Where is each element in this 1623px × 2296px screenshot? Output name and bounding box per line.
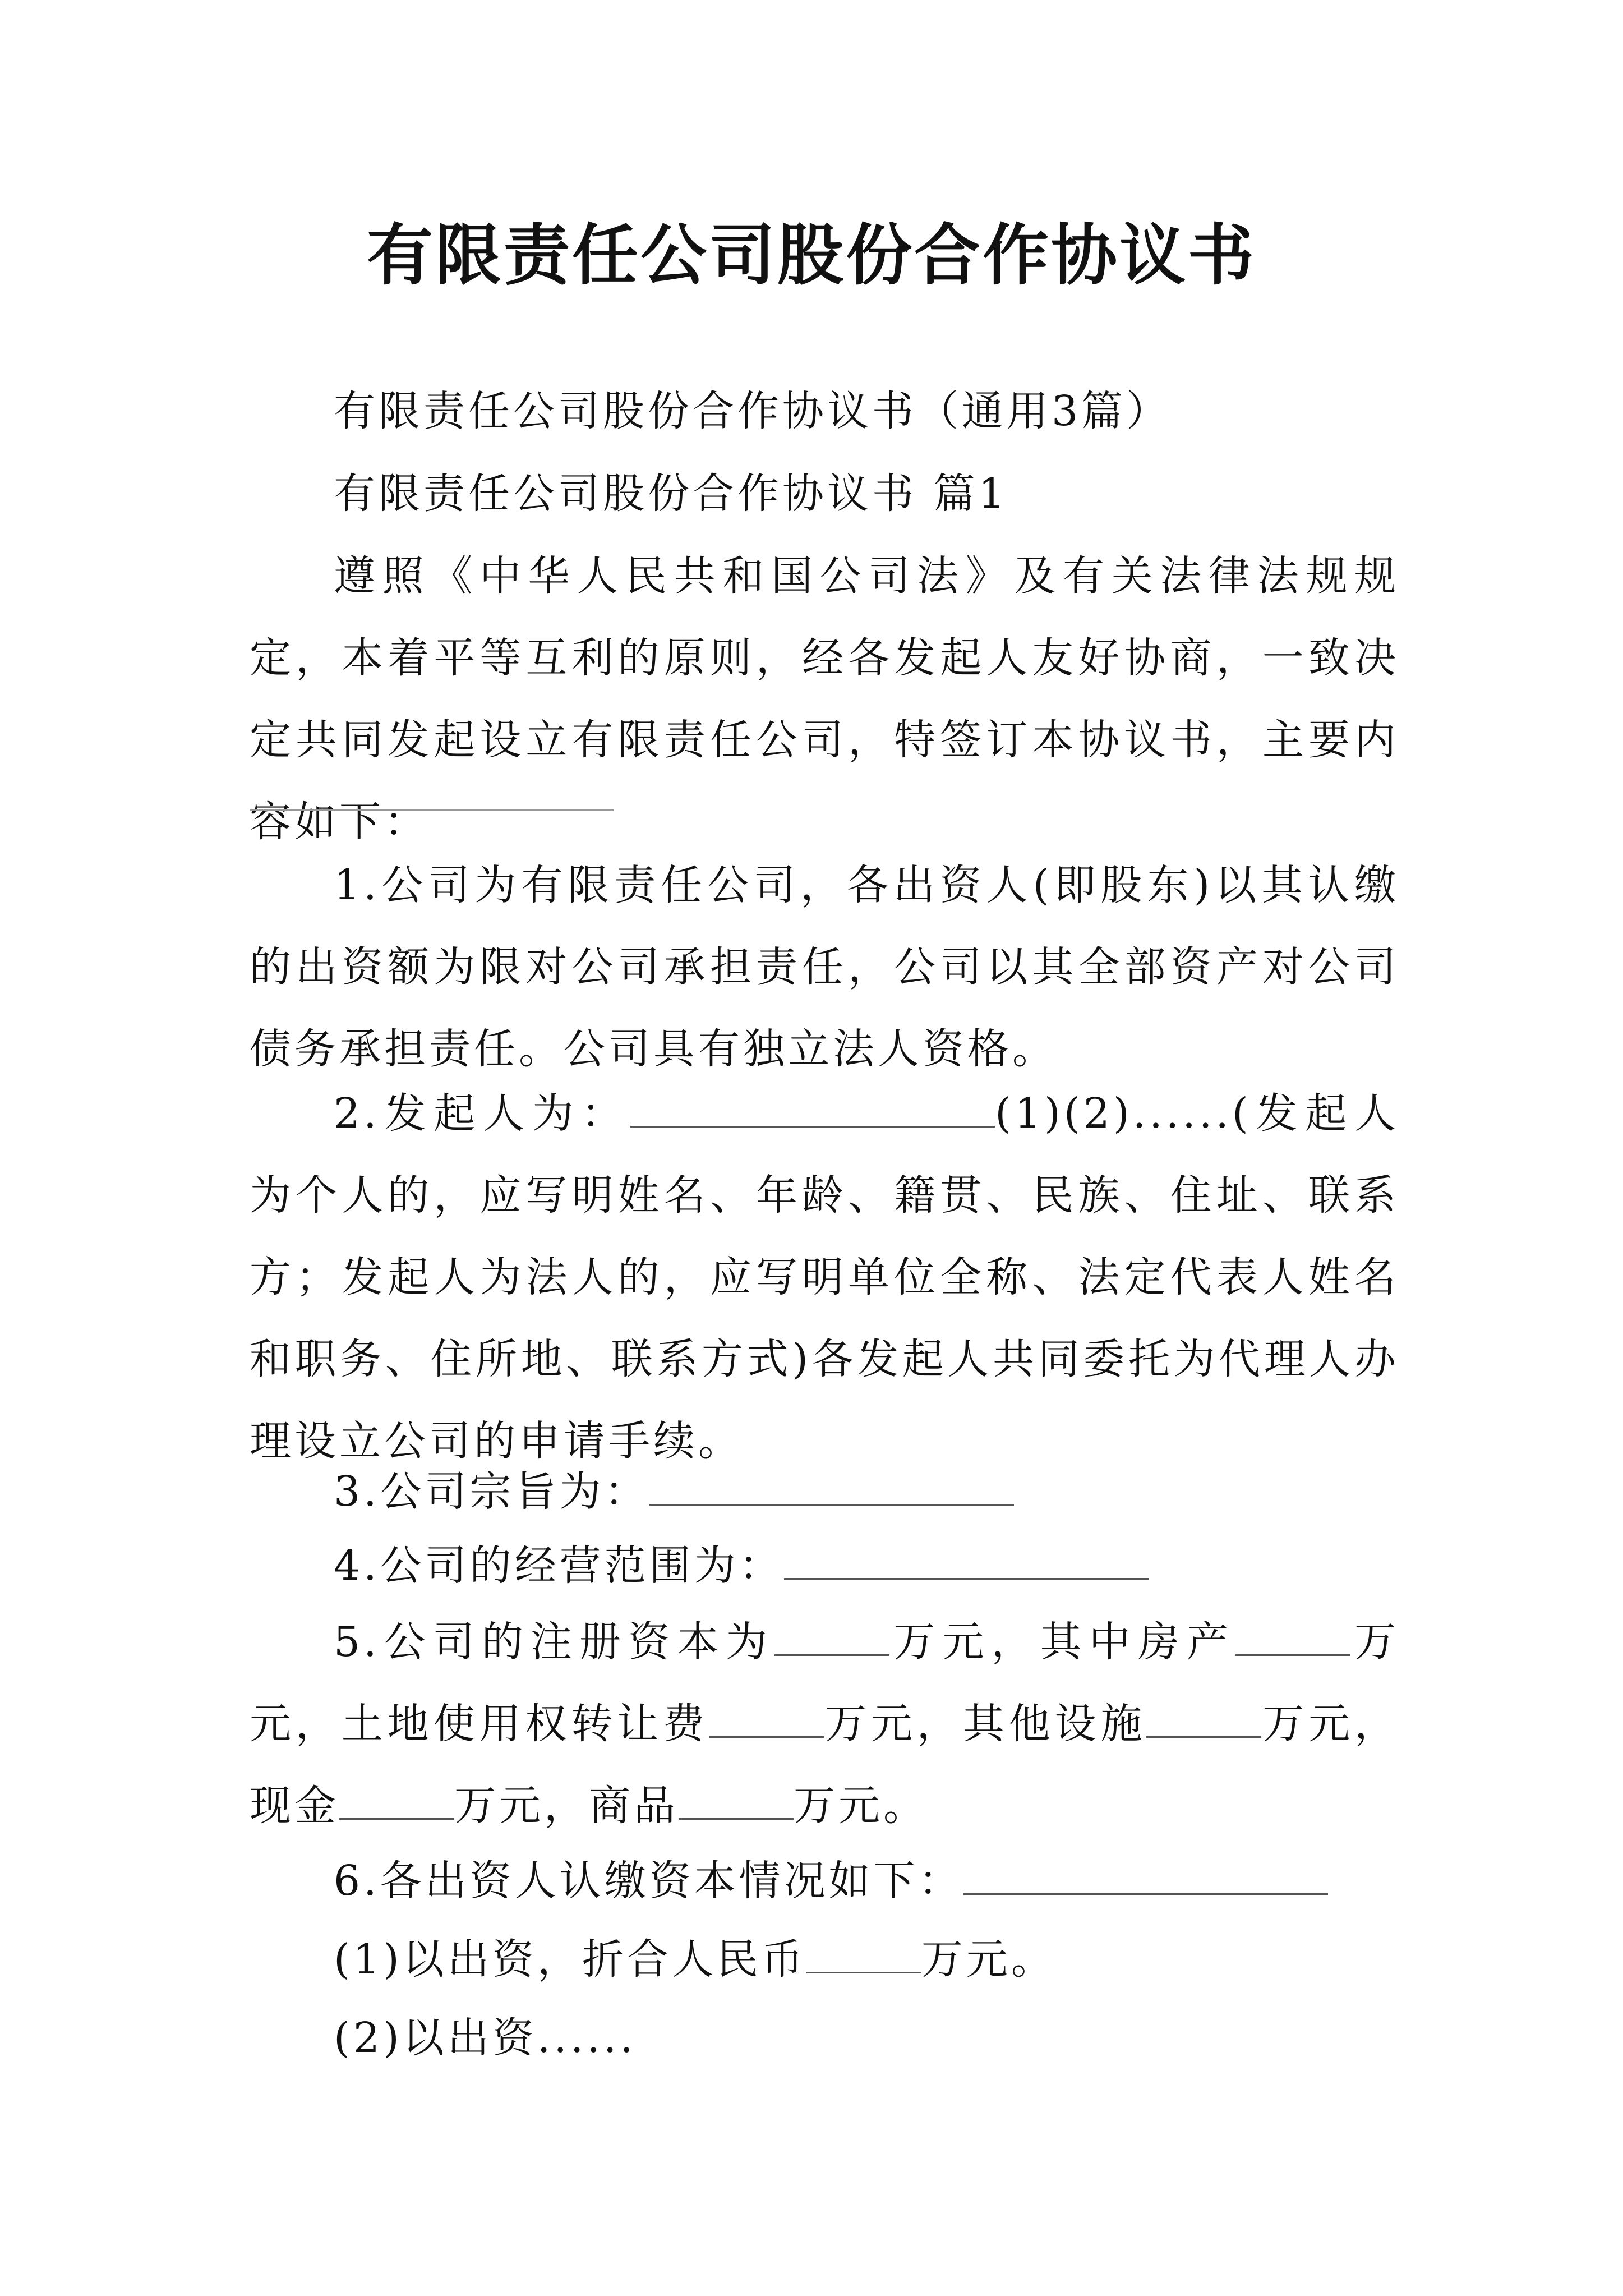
blank (806, 1932, 921, 1973)
footnote-divider (250, 809, 614, 811)
clause-6-item-1 (250, 1918, 1399, 2000)
clause-4-text: 4.公司的经营范围为： (334, 1542, 784, 1590)
clause-5-text: 万元，土地使用权转让费 (250, 1618, 1400, 1748)
clause-6-item-2: (2)以出资...... (334, 2014, 637, 2062)
document-title: 有限责任公司股份合作协议书 (366, 216, 1256, 294)
business-scope-blank (784, 1539, 1149, 1580)
promoter-blank (630, 1087, 995, 1128)
intro-paragraph: 遵照《中华人民共和国公司法》及有关法律法规规定，本着平等互利的原则，经各发起人友好协商，一致决定共同发起设立有限责任公司，特签订本协议书，主要内容如下： (250, 552, 1399, 846)
blank (774, 1615, 889, 1656)
clause-2 (250, 1073, 1399, 1482)
clause-5-text: 万元，其他设施 (824, 1700, 1147, 1748)
blank (679, 1779, 794, 1820)
clause-3-text: 3.公司宗旨为： (334, 1467, 649, 1516)
clause-5-text: 万元。 (794, 1782, 928, 1830)
blank (1235, 1615, 1350, 1656)
clause-6-item-1-text: (1)以出资，折合人民币 (334, 1935, 806, 1984)
clause-5-text: 万元，商品 (454, 1782, 679, 1830)
capital-blank (963, 1854, 1328, 1895)
clause-5-text: 5.公司的注册资本为 (334, 1618, 775, 1666)
clause-3 (250, 1451, 1399, 1533)
clause-5-text: 万元，现金 (250, 1700, 1400, 1830)
blank (339, 1779, 454, 1820)
clause-6-text: 6.各出资人认缴资本情况如下： (334, 1857, 963, 1905)
clause-5-text: 万元，其中房产 (889, 1618, 1235, 1666)
blank (709, 1697, 824, 1738)
section-heading: 有限责任公司股份合作协议书 篇1 (334, 470, 1008, 518)
blank (1146, 1697, 1261, 1738)
clause-6 (250, 1840, 1399, 1922)
clause-4 (250, 1525, 1399, 1607)
clause-5 (250, 1601, 1399, 1847)
clause-1: 1.公司为有限责任公司，各出资人(即股东)以其认缴的出资额为限对公司承担责任，公司以其全部资产对公司债务承担责任。公司具有独立法人资格。 (250, 861, 1399, 1073)
purpose-blank (649, 1465, 1014, 1506)
clause-2-lead: 2.发起人为： (334, 1089, 631, 1138)
clause-2-body: (1)(2)......(发起人为个人的，应写明姓名、年龄、籍贯、民族、住址、联系方；发起人为法人的，应写明单位全称、法定代表人姓名和职务、住所地、联系方式)各发起人共同委托为代理人办理设立公司的申请手续。 (250, 1089, 1399, 1465)
clause-6-item-1-unit: 万元。 (921, 1935, 1056, 1984)
document-subtitle: 有限责任公司股份合作协议书（通用3篇） (334, 387, 1172, 435)
